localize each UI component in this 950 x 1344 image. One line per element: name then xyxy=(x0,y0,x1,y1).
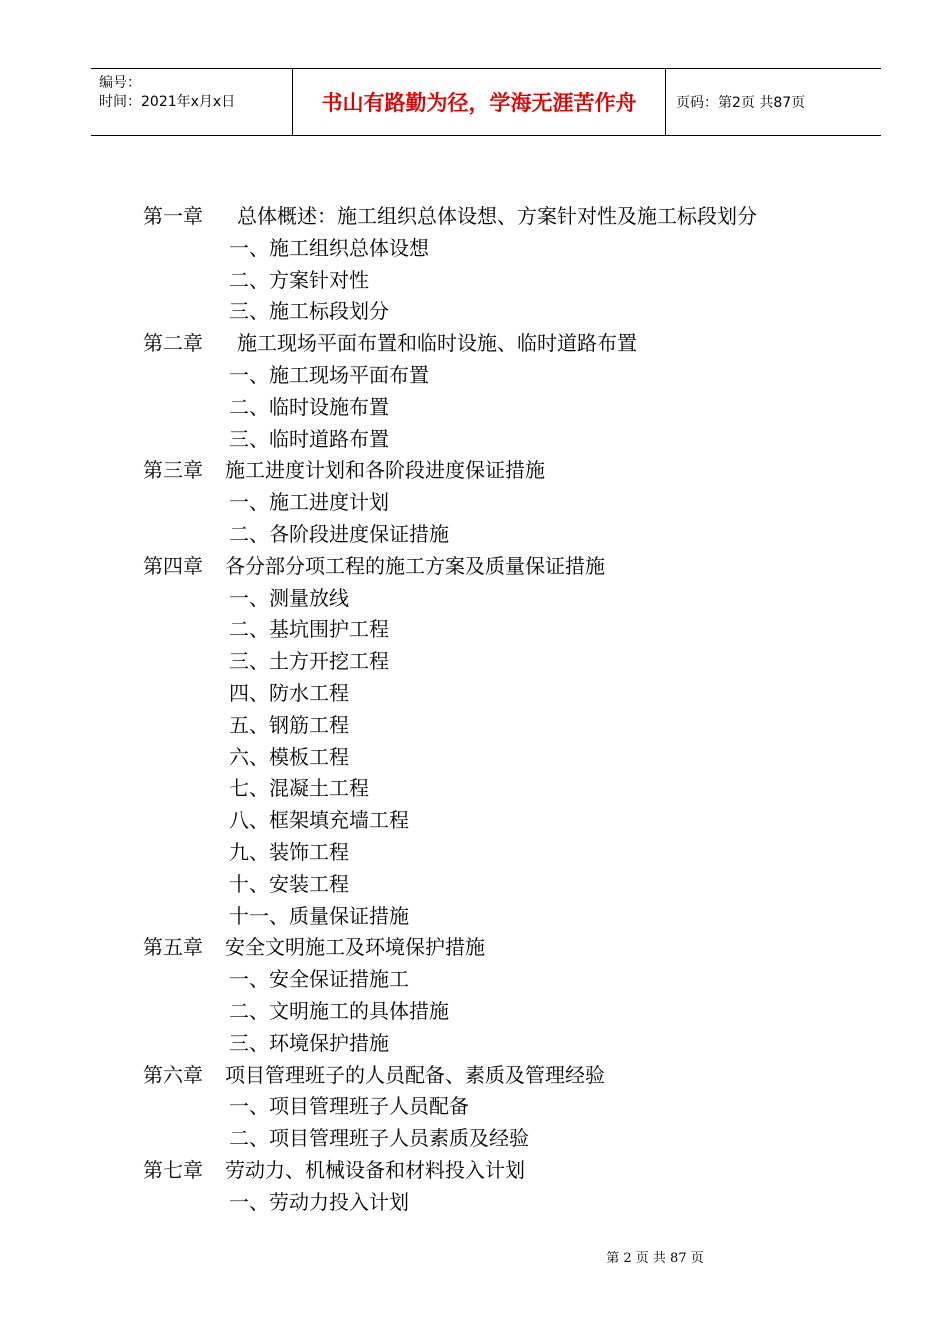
toc-section-item: 一、劳动力投入计划 xyxy=(229,1189,409,1214)
page-footer: 第 2 页 共 87 页 xyxy=(606,1251,704,1266)
document-time-label: 时间：2021年x月x日 xyxy=(99,94,236,110)
document-number-label: 编号： xyxy=(99,75,141,91)
toc-section-item: 十一、质量保证措施 xyxy=(229,903,409,928)
toc-section-item: 三、临时道路布置 xyxy=(229,426,389,451)
chapter-title: 项目管理班子的人员配备、素质及管理经验 xyxy=(225,1062,605,1087)
toc-chapter xyxy=(143,200,757,232)
toc-section-item: 三、施工标段划分 xyxy=(229,299,389,324)
toc-section-item: 六、模板工程 xyxy=(229,744,349,769)
chapter-number: 第一章 xyxy=(143,204,203,228)
chapter-number: 第四章 xyxy=(143,553,203,578)
chapter-number: 第五章 xyxy=(143,935,203,960)
chapter-number: 第三章 xyxy=(143,458,203,483)
toc-section-item: 一、施工进度计划 xyxy=(229,490,389,515)
toc-section-item: 三、土方开挖工程 xyxy=(229,649,389,674)
toc-section-item: 一、安全保证措施工 xyxy=(229,967,409,992)
chapter-title: 劳动力、机械设备和材料投入计划 xyxy=(225,1158,525,1182)
toc-section-item: 九、装饰工程 xyxy=(229,840,349,864)
toc-section-item: 一、项目管理班子人员配备 xyxy=(229,1094,469,1119)
header-page-info: 页码：第2页 共87页 xyxy=(676,95,806,111)
toc-section-item: 十、安装工程 xyxy=(229,871,349,896)
chapter-title: 施工进度计划和各阶段进度保证措施 xyxy=(225,458,545,483)
toc-section-item: 一、测量放线 xyxy=(229,585,349,610)
toc-section-item: 八、框架填充墙工程 xyxy=(229,808,409,833)
toc-section-item: 二、基坑围护工程 xyxy=(229,617,389,642)
toc-chapter xyxy=(143,550,605,582)
toc-section-item: 三、环境保护措施 xyxy=(229,1030,389,1055)
toc-chapter xyxy=(143,931,485,963)
toc-section-item: 一、施工现场平面布置 xyxy=(229,363,429,387)
chapter-number: 第二章 xyxy=(143,331,203,356)
toc-section-item: 一、施工组织总体设想 xyxy=(229,235,429,260)
chapter-title: 各分部分项工程的施工方案及质量保证措施 xyxy=(225,553,605,578)
toc-section-item: 四、防水工程 xyxy=(229,681,349,705)
toc-section-item: 二、方案针对性 xyxy=(229,267,369,292)
header-left-cell xyxy=(91,69,293,135)
chapter-title: 施工现场平面布置和临时设施、临时道路布置 xyxy=(237,331,637,356)
toc-section-item: 七、混凝土工程 xyxy=(229,776,369,801)
toc-section-item: 五、钢筋工程 xyxy=(229,712,349,737)
chapter-number: 第六章 xyxy=(143,1062,203,1087)
toc-chapter xyxy=(143,1059,605,1091)
toc-section-item: 二、临时设施布置 xyxy=(229,394,389,419)
toc-section-item: 二、文明施工的具体措施 xyxy=(229,999,449,1023)
page-header xyxy=(91,68,881,136)
toc-section-item: 二、项目管理班子人员素质及经验 xyxy=(229,1126,529,1151)
toc-chapter xyxy=(143,327,637,359)
chapter-number: 第七章 xyxy=(143,1158,203,1182)
header-motto: 书山有路勤为径，学海无涯苦作舟 xyxy=(293,69,666,135)
chapter-title: 总体概述：施工组织总体设想、方案针对性及施工标段划分 xyxy=(237,204,757,228)
toc-chapter xyxy=(143,454,545,486)
chapter-title: 安全文明施工及环境保护措施 xyxy=(225,935,485,960)
toc-section-item: 二、各阶段进度保证措施 xyxy=(229,522,449,546)
toc-chapter xyxy=(143,1154,525,1186)
